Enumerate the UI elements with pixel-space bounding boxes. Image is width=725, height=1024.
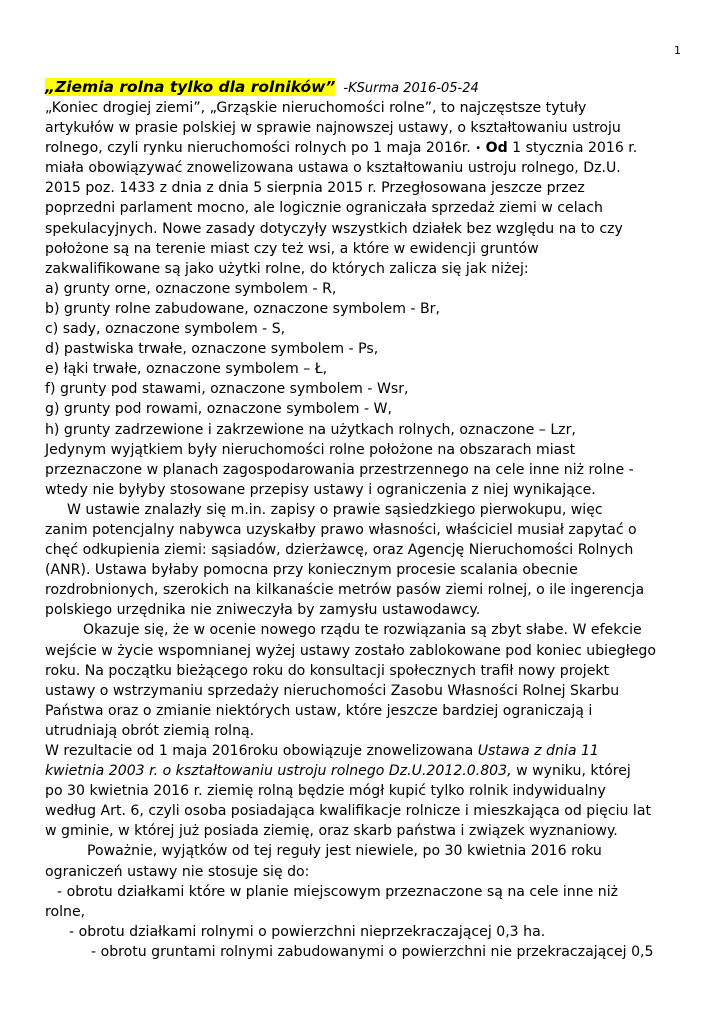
text-line: położone są na terenie miast czy też wsi, a które w ewidencji gruntów (45, 240, 539, 257)
title-line (45, 77, 685, 98)
text-line: „Koniec drogiej ziemi”, „Grząskie nieruchomości rolne”, to najczęstsze tytuły (45, 100, 587, 116)
author-date: -KSurma 2016-05-24 (343, 81, 479, 96)
text-span: 1 stycznia 2016 r. (507, 140, 638, 157)
text-line: utrudniają obrót ziemią rolną. (45, 722, 255, 739)
text-line: (ANR). Ustawa byłaby pomocna przy koniecznym procesie scalania obecnie (45, 562, 578, 579)
article-title: „Ziemia rolna tylko dla rolników” (45, 78, 336, 96)
list-item: e) łąki trwałe, oznaczone symbolem – Ł, (45, 361, 328, 378)
list-item: a) grunty orne, oznaczone symbolem - R, (45, 280, 337, 297)
text-span: W rezultacie od 1 maja 2016roku obowiązuje znowelizowana (45, 743, 478, 759)
text-line: przeznaczone w planach zagospodarowania przestrzennego na cele inne niż rolne - (45, 461, 634, 478)
text-line: według Art. 6, czyli osoba posiadająca kwalifikacje rolnicze i mieszkająca od pięciu lat (45, 803, 651, 820)
text-line: 2015 poz. 1433 z dnia z dnia 5 sierpnia 2015 r. Przegłosowana jeszcze przez (45, 180, 585, 197)
exception-item: - obrotu działkami rolnymi o powierzchni nieprzekraczającej 0,3 ha. (69, 923, 546, 940)
text-line: spekulacyjnych. Nowe zasady dotyczyły wszystkich działek bez względu na to czy (45, 220, 623, 237)
text-line: ustawy o wstrzymaniu sprzedaży nieruchomości Zasobu Własności Rolnej Skarbu (45, 682, 620, 699)
article-body (45, 77, 685, 962)
list-item: d) pastwiska trwałe, oznaczone symbolem - Ps, (45, 341, 379, 358)
text-line: poprzedni parlament mocno, ale logicznie ograniczała sprzedaż ziemi w celach (45, 200, 603, 217)
text-line: wtedy nie byłyby stosowane przepisy ustawy i ograniczenia z niej wynikające. (45, 481, 596, 498)
text-span: w wyniku, której (511, 763, 631, 780)
text-line: roku. Na początku bieżącego roku do konsultacji społecznych trafił nowy projekt (45, 662, 610, 679)
list-item: h) grunty zadrzewione i zakrzewione na użytkach rolnych, oznaczone – Lzr, (45, 421, 576, 438)
text-line: chęć odkupienia ziemi: sąsiadów, dzierżawcę, oraz Agencję Nieruchomości Rolnych (45, 542, 634, 559)
exception-item: - obrotu gruntami rolnymi zabudowanymi o powierzchni nie przekraczającej 0,5 (91, 943, 654, 960)
list-item: c) sady, oznaczone symbolem - S, (45, 321, 286, 338)
bold-text: Od (485, 140, 508, 157)
text-line: po 30 kwietnia 2016 r. ziemię rolną będzie mógł kupić tylko rolnik indywidualny (45, 783, 606, 800)
text-line: ograniczeń ustawy nie stosuje się do: (45, 863, 310, 880)
italic-citation: kwietnia 2003 r. o kształtowaniu ustroju rolnego Dz.U.2012.0.803, (45, 763, 512, 780)
text-line: artykułów w prasie polskiej w sprawie najnowszej ustawy, o kształtowaniu ustroju (45, 120, 621, 137)
list-item: g) grunty pod rowami, oznaczone symbolem - W, (45, 401, 392, 418)
text-line: Państwa oraz o zmianie niektórych ustaw, które jeszcze bardziej ograniczają i (45, 702, 593, 719)
text-span: rolnego, czyli rynku nieruchomości rolnych po 1 maja 2016r. (45, 140, 471, 157)
list-item: f) grunty pod stawami, oznaczone symbolem - Wsr, (45, 381, 409, 398)
text-line: Okazuje się, że w ocenie nowego rządu te rozwiązania są zbyt słabe. W efekcie (83, 622, 642, 639)
text-line: w gminie, w której już posiada ziemię, oraz skarb państwa i związek wyznaniowy. (45, 823, 618, 840)
text-line (45, 761, 685, 781)
exception-item: - obrotu działkami które w planie miejscowym przeznaczone są na cele inne niż (57, 883, 619, 900)
text-line: zakwalifikowane są jako użytki rolne, do których zalicza się jak niżej: (45, 260, 529, 277)
text-line: wejście w życie wspomnianej wyżej ustawy zostało zablokowane pod koniec ubiegłego (45, 642, 656, 659)
text-line: Jedynym wyjątkiem były nieruchomości rolne położone na obszarach miast (45, 441, 576, 458)
text-line: W ustawie znalazły się m.in. zapisy o prawie sąsiedzkiego pierwokupu, więc (67, 501, 603, 518)
text-line: Poważnie, wyjątków od tej reguły jest niewiele, po 30 kwietnia 2016 roku (87, 843, 602, 860)
text-line: miała obowiązywać znowelizowana ustawa o kształtowaniu ustroju rolnego, Dz.U. (45, 160, 621, 177)
exception-item: rolne, (45, 903, 86, 920)
page-number: 1 (674, 44, 681, 57)
text-line: zanim potencjalny nabywca uzyskałby prawo własności, właściciel musiał zapytać o (45, 521, 637, 538)
text-line: polskiego urzędnika nie zniweczyła by zamysłu ustawodawcy. (45, 602, 481, 619)
bullet-icon: • (475, 143, 482, 155)
text-line (45, 741, 685, 761)
list-item: b) grunty rolne zabudowane, oznaczone symbolem - Br, (45, 300, 440, 317)
text-line (45, 138, 685, 158)
italic-citation: Ustawa z dnia 11 (477, 743, 599, 759)
text-line: rozdrobnionych, szerokich na kilkanaście metrów pasów ziemi rolnej, o ile ingerencja (45, 582, 645, 599)
